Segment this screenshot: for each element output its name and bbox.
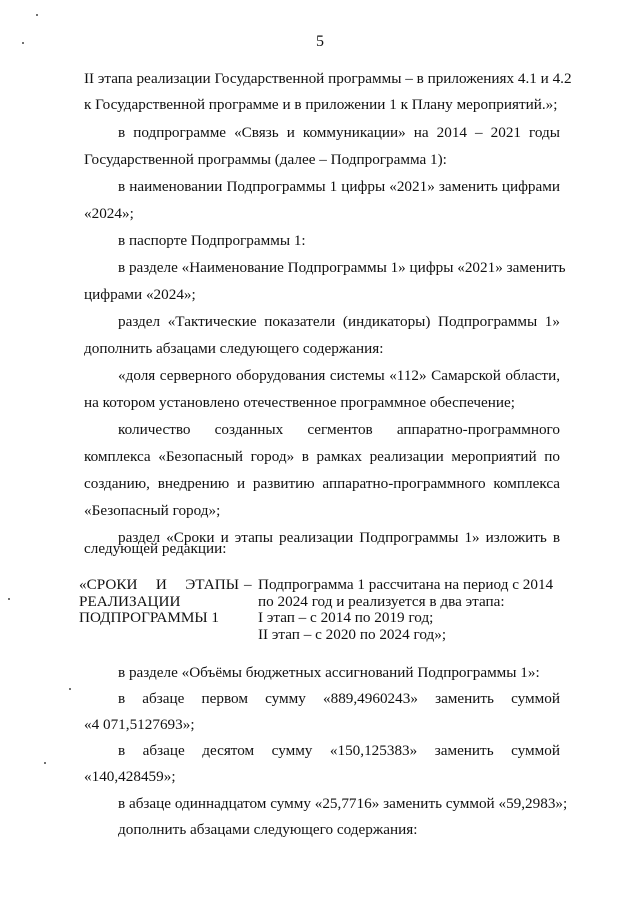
table-label-line: РЕАЛИЗАЦИИ [79, 592, 181, 610]
text-line: в наименовании Подпрограммы 1 цифры «2021» заменить цифрами [118, 178, 560, 195]
text-line: комплекса «Безопасный город» в рамках реализации мероприятий по [84, 448, 560, 465]
text-line: к Государственной программе и в приложении 1 к Плану мероприятий.»; [84, 96, 558, 113]
text-line: «Безопасный город»; [84, 502, 221, 519]
text-line: в абзаце десятом сумму «150,125383» заменить суммой [118, 742, 560, 759]
text-line: в разделе «Объёмы бюджетных ассигнований Подпрограммы 1»: [118, 664, 540, 681]
table-value-line: II этап – с 2020 по 2024 год»; [258, 625, 447, 643]
text-line: раздел «Сроки и этапы реализации Подпрограммы 1» изложить в [118, 529, 560, 546]
text-line: дополнить абзацами следующего содержания: [84, 340, 384, 357]
text-line: «4 071,5127693»; [84, 716, 195, 733]
scan-speck [69, 688, 71, 690]
text-line: в подпрограмме «Связь и коммуникации» на 2014 – 2021 годы [118, 124, 560, 141]
text-line: «2024»; [84, 205, 134, 222]
text-line: в паспорте Подпрограммы 1: [118, 232, 306, 249]
terms-table-value [258, 577, 564, 643]
text-line: созданию, внедрению и развитию аппаратно-программного комплекса [84, 475, 560, 492]
text-line: «доля серверного оборудования системы «112» Самарской области, [118, 367, 560, 384]
text-line: в абзаце первом сумму «889,4960243» заменить суммой [118, 690, 560, 707]
table-value-line: I этап – с 2014 по 2019 год; [258, 609, 434, 626]
table-label-line: ПОДПРОГРАММЫ 1 [79, 609, 220, 626]
text-line: на котором установлено отечественное программное обеспечение; [84, 394, 515, 411]
table-value-line: по 2024 год и реализуется в два этапа: [258, 592, 505, 610]
text-line: раздел «Тактические показатели (индикаторы) Подпрограммы 1» [118, 313, 560, 330]
text-line: дополнить абзацами следующего содержания: [118, 821, 418, 838]
table-dash: – [244, 576, 252, 593]
page-number: 5 [316, 33, 324, 50]
table-label-line: «СРОКИ И ЭТАПЫ [79, 576, 239, 593]
table-value-line: Подпрограмма 1 рассчитана на период с 2014 [258, 576, 554, 593]
terms-table-label [79, 577, 239, 627]
text-line: количество созданных сегментов аппаратно-программного [118, 421, 560, 438]
text-line: II этапа реализации Государственной программы – в приложениях 4.1 и 4.2 [84, 70, 572, 87]
scan-speck [8, 598, 10, 600]
text-line: «140,428459»; [84, 768, 176, 785]
scan-speck [22, 42, 24, 44]
text-line: в разделе «Наименование Подпрограммы 1» цифры «2021» заменить [118, 259, 566, 276]
scan-speck [36, 14, 38, 16]
text-line: Государственной программы (далее – Подпрограмма 1): [84, 151, 447, 168]
text-line: следующей редакции: [84, 540, 227, 557]
text-line: цифрами «2024»; [84, 286, 196, 303]
scan-speck [44, 762, 46, 764]
text-line: в абзаце одиннадцатом сумму «25,7716» заменить суммой «59,2983»; [118, 795, 568, 812]
